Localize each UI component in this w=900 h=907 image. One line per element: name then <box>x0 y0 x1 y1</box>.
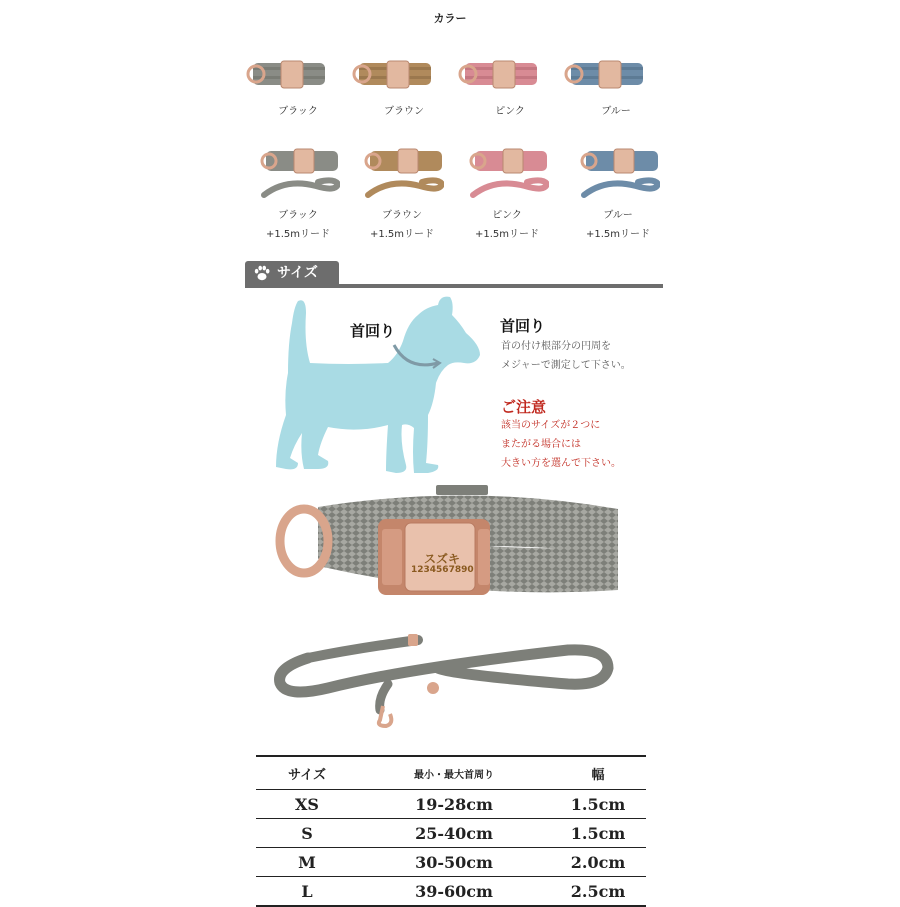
header-size: サイズ <box>256 756 358 790</box>
neck-range-cell: 39-60cm <box>358 877 550 907</box>
caution-title: ご注意 <box>501 398 547 416</box>
collar-leash-image <box>360 148 444 206</box>
paw-icon <box>253 264 271 282</box>
neck-desc-line-1: 首の付け根部分の円周を <box>501 341 611 352</box>
collar-image <box>349 52 433 98</box>
table-row <box>256 790 646 819</box>
collar-swatch-brown[interactable] <box>349 52 459 122</box>
size-section-header <box>245 261 663 288</box>
header-width: 幅 <box>550 756 646 790</box>
leash-product-image <box>268 628 628 728</box>
size-table-header <box>256 756 646 790</box>
width-cell: 1.5cm <box>550 790 646 819</box>
caution-line-2: またがる場合には <box>501 439 581 450</box>
collar-swatch-black[interactable] <box>243 52 353 122</box>
size-table <box>256 755 646 907</box>
set-sub-label: +1.5mリード <box>474 229 540 240</box>
set-label: ブルー <box>603 210 633 221</box>
dog-neck-label: 首回り <box>350 322 396 340</box>
table-row <box>256 877 646 907</box>
size-cell: S <box>256 819 358 848</box>
set-sub-label: +1.5mリード <box>265 229 331 240</box>
header-neck-range: 最小・最大首周り <box>358 756 550 790</box>
size-cell: L <box>256 877 358 907</box>
table-row <box>256 819 646 848</box>
neck-range-cell: 19-28cm <box>358 790 550 819</box>
collar-product-image <box>268 485 628 605</box>
color-section-title: カラー <box>433 12 467 25</box>
neck-title: 首回り <box>500 317 546 335</box>
collar-image <box>561 52 645 98</box>
size-section-title: サイズ <box>277 265 318 281</box>
size-cell: M <box>256 848 358 877</box>
width-cell: 2.0cm <box>550 848 646 877</box>
engraving-number: 1234567890 <box>411 565 474 575</box>
collar-label: ピンク <box>495 106 525 117</box>
collar-image <box>455 52 539 98</box>
neck-range-cell: 25-40cm <box>358 819 550 848</box>
collar-leash-image <box>465 148 549 206</box>
neck-desc-line-2: メジャーで測定して下さい。 <box>501 360 631 371</box>
collar-label: ブルー <box>601 106 631 117</box>
collar-label: ブラウン <box>384 106 424 117</box>
set-sub-label: +1.5mリード <box>585 229 651 240</box>
neck-range-cell: 30-50cm <box>358 848 550 877</box>
table-row <box>256 848 646 877</box>
set-label: ブラック <box>278 210 318 221</box>
engraving-name: スズキ <box>424 552 461 566</box>
set-swatch-blue[interactable] <box>556 148 680 244</box>
set-sub-label: +1.5mリード <box>369 229 435 240</box>
collar-swatch-pink[interactable] <box>455 52 565 122</box>
size-section-tab <box>245 261 339 286</box>
set-label: ピンク <box>492 210 522 221</box>
set-label: ブラウン <box>382 210 422 221</box>
section-divider <box>245 284 663 288</box>
size-cell: XS <box>256 790 358 819</box>
caution-line-3: 大きい方を選んで下さい。 <box>501 458 621 469</box>
set-swatch-pink[interactable] <box>445 148 569 244</box>
collar-swatch-blue[interactable] <box>561 52 671 122</box>
collar-leash-image <box>256 148 340 206</box>
collar-leash-image <box>576 148 660 206</box>
width-cell: 2.5cm <box>550 877 646 907</box>
collar-image <box>243 52 327 98</box>
collar-label: ブラック <box>278 106 318 117</box>
width-cell: 1.5cm <box>550 819 646 848</box>
caution-line-1: 該当のサイズが２つに <box>501 420 601 431</box>
